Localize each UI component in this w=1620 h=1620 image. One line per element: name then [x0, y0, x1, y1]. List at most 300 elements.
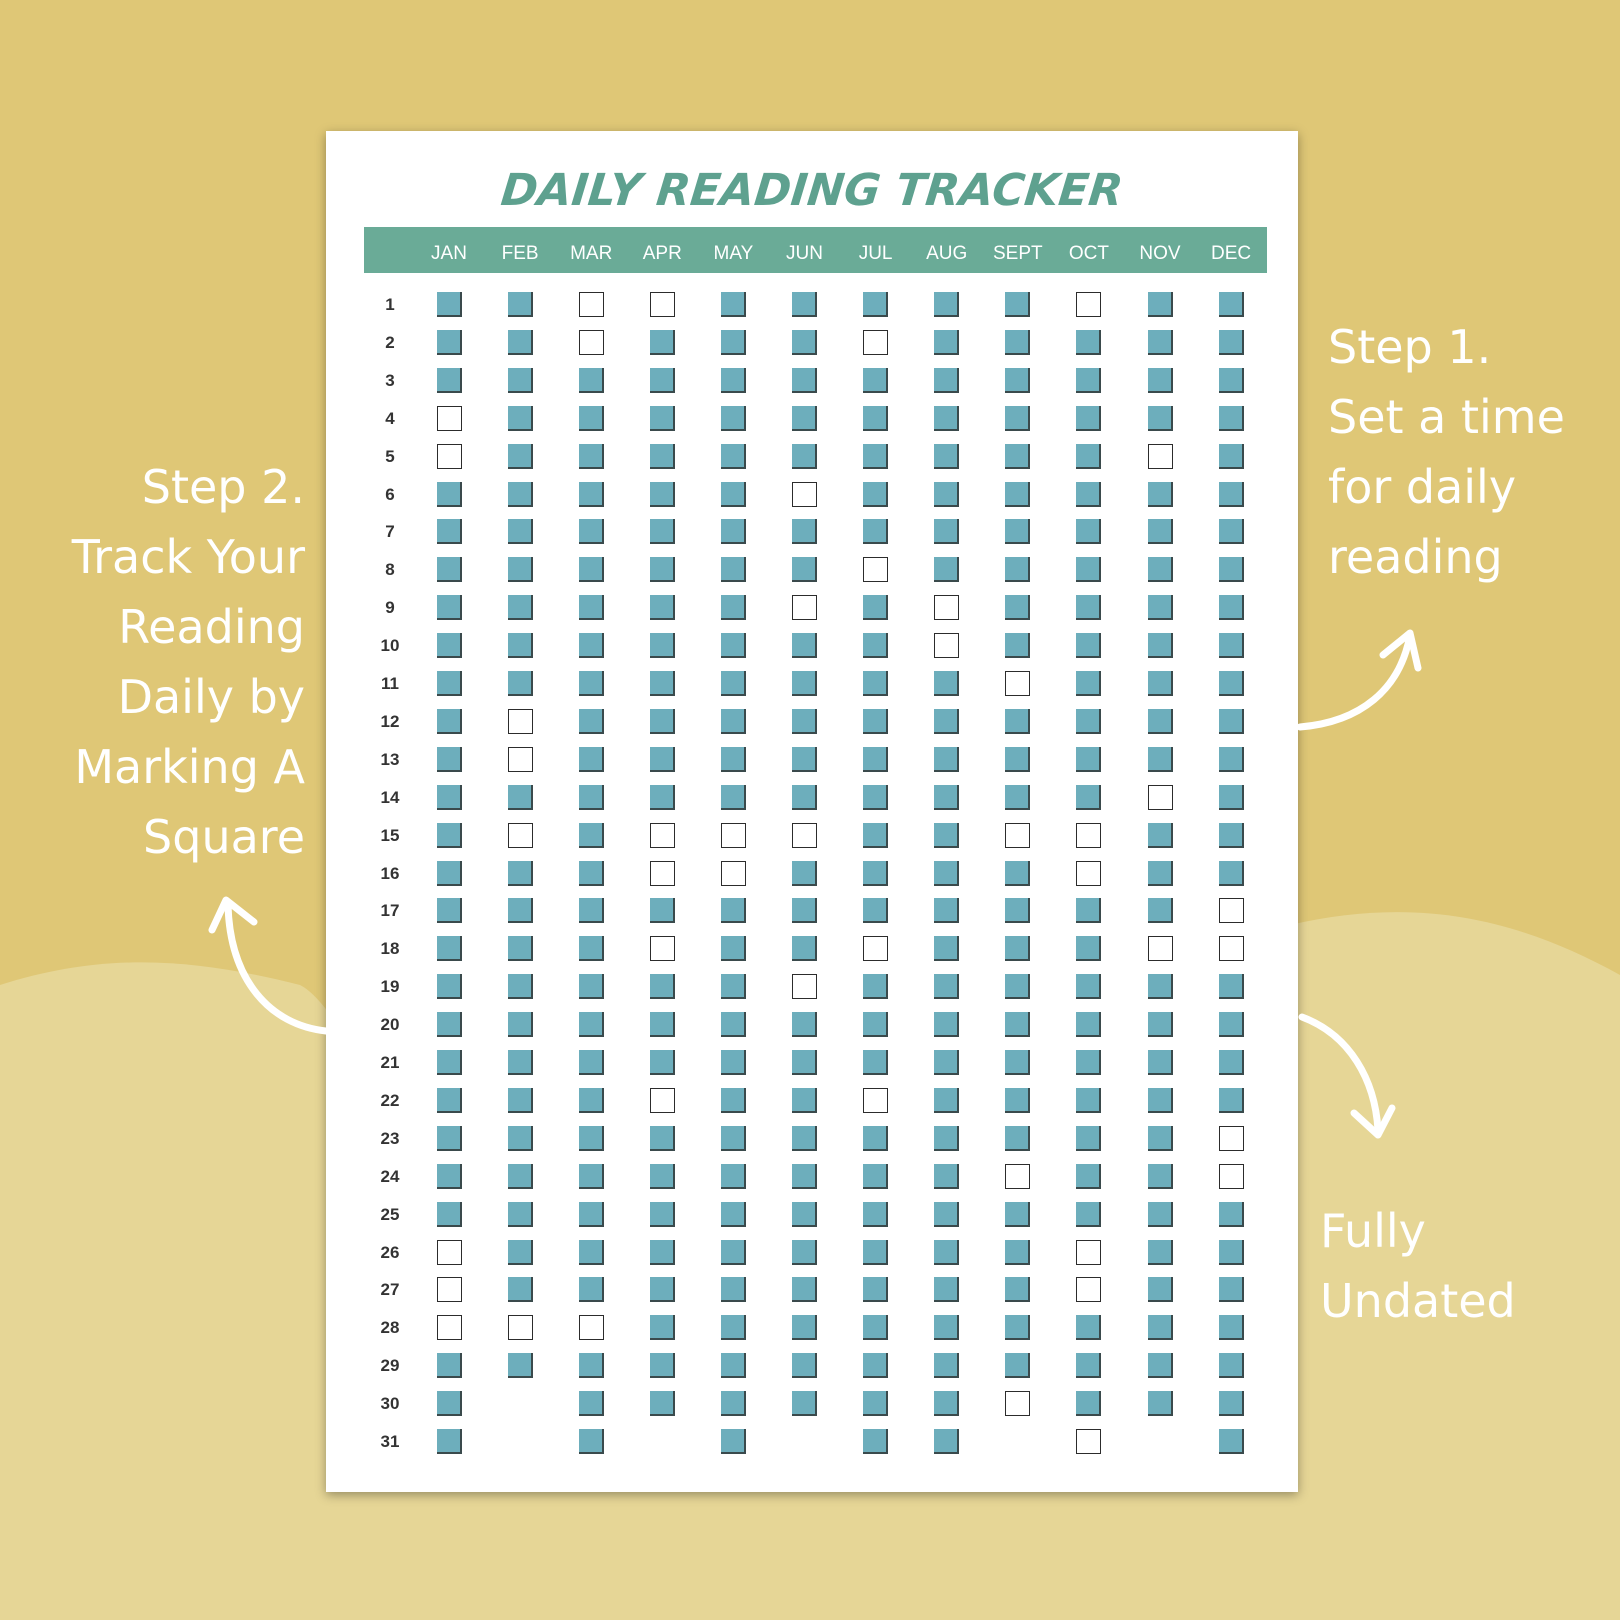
- marked-day-square[interactable]: [437, 1126, 462, 1151]
- marked-day-square[interactable]: [721, 406, 746, 431]
- unmarked-day-square[interactable]: [579, 330, 604, 355]
- marked-day-square[interactable]: [579, 519, 604, 544]
- marked-day-square[interactable]: [579, 633, 604, 658]
- marked-day-square[interactable]: [934, 1277, 959, 1302]
- unmarked-day-square[interactable]: [1219, 898, 1244, 923]
- marked-day-square[interactable]: [650, 1012, 675, 1037]
- marked-day-square[interactable]: [721, 1391, 746, 1416]
- marked-day-square[interactable]: [792, 1202, 817, 1227]
- marked-day-square[interactable]: [1219, 1240, 1244, 1265]
- marked-day-square[interactable]: [650, 1353, 675, 1378]
- marked-day-square[interactable]: [1148, 330, 1173, 355]
- marked-day-square[interactable]: [863, 1126, 888, 1151]
- marked-day-square[interactable]: [863, 633, 888, 658]
- marked-day-square[interactable]: [721, 1277, 746, 1302]
- marked-day-square[interactable]: [508, 1126, 533, 1151]
- marked-day-square[interactable]: [579, 1088, 604, 1113]
- marked-day-square[interactable]: [1076, 671, 1101, 696]
- unmarked-day-square[interactable]: [792, 482, 817, 507]
- marked-day-square[interactable]: [1076, 519, 1101, 544]
- marked-day-square[interactable]: [934, 519, 959, 544]
- marked-day-square[interactable]: [934, 1202, 959, 1227]
- marked-day-square[interactable]: [437, 974, 462, 999]
- marked-day-square[interactable]: [1076, 330, 1101, 355]
- marked-day-square[interactable]: [792, 1353, 817, 1378]
- marked-day-square[interactable]: [792, 747, 817, 772]
- marked-day-square[interactable]: [1219, 1353, 1244, 1378]
- marked-day-square[interactable]: [792, 557, 817, 582]
- unmarked-day-square[interactable]: [1076, 823, 1101, 848]
- marked-day-square[interactable]: [1219, 557, 1244, 582]
- marked-day-square[interactable]: [508, 861, 533, 886]
- marked-day-square[interactable]: [721, 936, 746, 961]
- marked-day-square[interactable]: [508, 330, 533, 355]
- marked-day-square[interactable]: [863, 368, 888, 393]
- marked-day-square[interactable]: [1076, 1088, 1101, 1113]
- marked-day-square[interactable]: [934, 444, 959, 469]
- marked-day-square[interactable]: [579, 1126, 604, 1151]
- marked-day-square[interactable]: [1005, 1050, 1030, 1075]
- marked-day-square[interactable]: [863, 709, 888, 734]
- marked-day-square[interactable]: [1076, 1164, 1101, 1189]
- marked-day-square[interactable]: [650, 330, 675, 355]
- unmarked-day-square[interactable]: [863, 936, 888, 961]
- marked-day-square[interactable]: [1005, 1088, 1030, 1113]
- marked-day-square[interactable]: [863, 1429, 888, 1454]
- marked-day-square[interactable]: [1076, 1202, 1101, 1227]
- marked-day-square[interactable]: [1076, 974, 1101, 999]
- marked-day-square[interactable]: [579, 1202, 604, 1227]
- unmarked-day-square[interactable]: [508, 747, 533, 772]
- marked-day-square[interactable]: [1219, 330, 1244, 355]
- marked-day-square[interactable]: [1076, 557, 1101, 582]
- marked-day-square[interactable]: [508, 1164, 533, 1189]
- marked-day-square[interactable]: [1005, 519, 1030, 544]
- marked-day-square[interactable]: [863, 482, 888, 507]
- unmarked-day-square[interactable]: [863, 557, 888, 582]
- marked-day-square[interactable]: [934, 557, 959, 582]
- marked-day-square[interactable]: [508, 936, 533, 961]
- marked-day-square[interactable]: [934, 747, 959, 772]
- unmarked-day-square[interactable]: [1076, 1429, 1101, 1454]
- unmarked-day-square[interactable]: [934, 633, 959, 658]
- marked-day-square[interactable]: [863, 671, 888, 696]
- marked-day-square[interactable]: [650, 974, 675, 999]
- marked-day-square[interactable]: [1219, 1050, 1244, 1075]
- marked-day-square[interactable]: [1076, 1012, 1101, 1037]
- marked-day-square[interactable]: [437, 747, 462, 772]
- unmarked-day-square[interactable]: [1148, 444, 1173, 469]
- marked-day-square[interactable]: [1219, 1202, 1244, 1227]
- unmarked-day-square[interactable]: [1219, 1126, 1244, 1151]
- marked-day-square[interactable]: [1219, 974, 1244, 999]
- marked-day-square[interactable]: [1005, 444, 1030, 469]
- marked-day-square[interactable]: [934, 1429, 959, 1454]
- marked-day-square[interactable]: [437, 482, 462, 507]
- marked-day-square[interactable]: [579, 861, 604, 886]
- marked-day-square[interactable]: [508, 1088, 533, 1113]
- marked-day-square[interactable]: [1005, 557, 1030, 582]
- marked-day-square[interactable]: [579, 936, 604, 961]
- marked-day-square[interactable]: [721, 1012, 746, 1037]
- marked-day-square[interactable]: [1005, 1353, 1030, 1378]
- marked-day-square[interactable]: [579, 557, 604, 582]
- marked-day-square[interactable]: [792, 1315, 817, 1340]
- marked-day-square[interactable]: [508, 974, 533, 999]
- marked-day-square[interactable]: [1076, 482, 1101, 507]
- marked-day-square[interactable]: [579, 898, 604, 923]
- marked-day-square[interactable]: [1005, 368, 1030, 393]
- marked-day-square[interactable]: [792, 709, 817, 734]
- marked-day-square[interactable]: [934, 898, 959, 923]
- marked-day-square[interactable]: [508, 671, 533, 696]
- unmarked-day-square[interactable]: [1219, 1164, 1244, 1189]
- unmarked-day-square[interactable]: [1076, 292, 1101, 317]
- marked-day-square[interactable]: [508, 368, 533, 393]
- marked-day-square[interactable]: [1148, 1012, 1173, 1037]
- marked-day-square[interactable]: [1148, 482, 1173, 507]
- marked-day-square[interactable]: [1076, 898, 1101, 923]
- unmarked-day-square[interactable]: [579, 1315, 604, 1340]
- marked-day-square[interactable]: [792, 1164, 817, 1189]
- marked-day-square[interactable]: [1076, 1126, 1101, 1151]
- unmarked-day-square[interactable]: [437, 406, 462, 431]
- marked-day-square[interactable]: [1148, 292, 1173, 317]
- marked-day-square[interactable]: [1148, 1126, 1173, 1151]
- marked-day-square[interactable]: [508, 406, 533, 431]
- marked-day-square[interactable]: [650, 1240, 675, 1265]
- marked-day-square[interactable]: [1076, 1353, 1101, 1378]
- unmarked-day-square[interactable]: [1219, 936, 1244, 961]
- marked-day-square[interactable]: [650, 709, 675, 734]
- marked-day-square[interactable]: [437, 1164, 462, 1189]
- marked-day-square[interactable]: [934, 785, 959, 810]
- marked-day-square[interactable]: [437, 1088, 462, 1113]
- marked-day-square[interactable]: [792, 1240, 817, 1265]
- marked-day-square[interactable]: [1219, 482, 1244, 507]
- marked-day-square[interactable]: [650, 747, 675, 772]
- marked-day-square[interactable]: [1005, 747, 1030, 772]
- marked-day-square[interactable]: [1148, 671, 1173, 696]
- marked-day-square[interactable]: [508, 1277, 533, 1302]
- marked-day-square[interactable]: [792, 861, 817, 886]
- marked-day-square[interactable]: [1148, 1164, 1173, 1189]
- marked-day-square[interactable]: [650, 1202, 675, 1227]
- marked-day-square[interactable]: [650, 406, 675, 431]
- marked-day-square[interactable]: [1219, 368, 1244, 393]
- marked-day-square[interactable]: [792, 1277, 817, 1302]
- unmarked-day-square[interactable]: [1076, 1277, 1101, 1302]
- marked-day-square[interactable]: [934, 709, 959, 734]
- unmarked-day-square[interactable]: [650, 861, 675, 886]
- marked-day-square[interactable]: [863, 1277, 888, 1302]
- marked-day-square[interactable]: [1005, 1126, 1030, 1151]
- marked-day-square[interactable]: [721, 898, 746, 923]
- marked-day-square[interactable]: [1148, 519, 1173, 544]
- marked-day-square[interactable]: [508, 444, 533, 469]
- marked-day-square[interactable]: [792, 936, 817, 961]
- marked-day-square[interactable]: [1005, 482, 1030, 507]
- unmarked-day-square[interactable]: [1005, 1164, 1030, 1189]
- marked-day-square[interactable]: [1005, 898, 1030, 923]
- marked-day-square[interactable]: [1076, 1391, 1101, 1416]
- marked-day-square[interactable]: [1219, 519, 1244, 544]
- marked-day-square[interactable]: [1148, 974, 1173, 999]
- marked-day-square[interactable]: [579, 368, 604, 393]
- marked-day-square[interactable]: [721, 1353, 746, 1378]
- marked-day-square[interactable]: [721, 1240, 746, 1265]
- unmarked-day-square[interactable]: [1148, 785, 1173, 810]
- marked-day-square[interactable]: [863, 823, 888, 848]
- marked-day-square[interactable]: [508, 785, 533, 810]
- marked-day-square[interactable]: [1219, 785, 1244, 810]
- marked-day-square[interactable]: [1005, 595, 1030, 620]
- marked-day-square[interactable]: [721, 747, 746, 772]
- marked-day-square[interactable]: [579, 709, 604, 734]
- marked-day-square[interactable]: [863, 595, 888, 620]
- unmarked-day-square[interactable]: [934, 595, 959, 620]
- marked-day-square[interactable]: [1148, 747, 1173, 772]
- marked-day-square[interactable]: [1219, 1315, 1244, 1340]
- marked-day-square[interactable]: [934, 482, 959, 507]
- marked-day-square[interactable]: [437, 330, 462, 355]
- marked-day-square[interactable]: [508, 1012, 533, 1037]
- marked-day-square[interactable]: [721, 444, 746, 469]
- marked-day-square[interactable]: [863, 1240, 888, 1265]
- unmarked-day-square[interactable]: [1005, 671, 1030, 696]
- marked-day-square[interactable]: [437, 292, 462, 317]
- marked-day-square[interactable]: [1076, 595, 1101, 620]
- unmarked-day-square[interactable]: [1076, 1240, 1101, 1265]
- marked-day-square[interactable]: [1076, 1050, 1101, 1075]
- marked-day-square[interactable]: [934, 1391, 959, 1416]
- marked-day-square[interactable]: [508, 557, 533, 582]
- marked-day-square[interactable]: [934, 1315, 959, 1340]
- marked-day-square[interactable]: [1076, 444, 1101, 469]
- marked-day-square[interactable]: [721, 1050, 746, 1075]
- unmarked-day-square[interactable]: [579, 292, 604, 317]
- marked-day-square[interactable]: [650, 898, 675, 923]
- marked-day-square[interactable]: [650, 633, 675, 658]
- marked-day-square[interactable]: [1219, 1088, 1244, 1113]
- marked-day-square[interactable]: [721, 482, 746, 507]
- marked-day-square[interactable]: [863, 1012, 888, 1037]
- marked-day-square[interactable]: [721, 1202, 746, 1227]
- marked-day-square[interactable]: [1148, 1202, 1173, 1227]
- unmarked-day-square[interactable]: [792, 823, 817, 848]
- marked-day-square[interactable]: [721, 1088, 746, 1113]
- marked-day-square[interactable]: [579, 1391, 604, 1416]
- marked-day-square[interactable]: [1219, 823, 1244, 848]
- marked-day-square[interactable]: [863, 1353, 888, 1378]
- marked-day-square[interactable]: [863, 1202, 888, 1227]
- marked-day-square[interactable]: [508, 519, 533, 544]
- marked-day-square[interactable]: [863, 898, 888, 923]
- marked-day-square[interactable]: [1005, 292, 1030, 317]
- marked-day-square[interactable]: [721, 1126, 746, 1151]
- marked-day-square[interactable]: [792, 444, 817, 469]
- unmarked-day-square[interactable]: [721, 823, 746, 848]
- marked-day-square[interactable]: [792, 368, 817, 393]
- marked-day-square[interactable]: [650, 557, 675, 582]
- unmarked-day-square[interactable]: [437, 1315, 462, 1340]
- unmarked-day-square[interactable]: [508, 823, 533, 848]
- marked-day-square[interactable]: [650, 519, 675, 544]
- marked-day-square[interactable]: [508, 1353, 533, 1378]
- marked-day-square[interactable]: [721, 1164, 746, 1189]
- marked-day-square[interactable]: [1005, 709, 1030, 734]
- marked-day-square[interactable]: [437, 785, 462, 810]
- marked-day-square[interactable]: [1076, 936, 1101, 961]
- marked-day-square[interactable]: [579, 406, 604, 431]
- marked-day-square[interactable]: [934, 1164, 959, 1189]
- marked-day-square[interactable]: [863, 747, 888, 772]
- unmarked-day-square[interactable]: [437, 444, 462, 469]
- marked-day-square[interactable]: [721, 785, 746, 810]
- marked-day-square[interactable]: [1219, 1391, 1244, 1416]
- marked-day-square[interactable]: [721, 519, 746, 544]
- marked-day-square[interactable]: [721, 633, 746, 658]
- marked-day-square[interactable]: [1005, 406, 1030, 431]
- marked-day-square[interactable]: [579, 785, 604, 810]
- marked-day-square[interactable]: [508, 633, 533, 658]
- marked-day-square[interactable]: [1148, 861, 1173, 886]
- marked-day-square[interactable]: [792, 519, 817, 544]
- marked-day-square[interactable]: [508, 1240, 533, 1265]
- marked-day-square[interactable]: [437, 1391, 462, 1416]
- marked-day-square[interactable]: [1148, 1050, 1173, 1075]
- marked-day-square[interactable]: [863, 406, 888, 431]
- marked-day-square[interactable]: [1148, 595, 1173, 620]
- marked-day-square[interactable]: [1148, 898, 1173, 923]
- marked-day-square[interactable]: [1148, 368, 1173, 393]
- marked-day-square[interactable]: [792, 633, 817, 658]
- unmarked-day-square[interactable]: [650, 1088, 675, 1113]
- unmarked-day-square[interactable]: [1076, 861, 1101, 886]
- marked-day-square[interactable]: [579, 1012, 604, 1037]
- marked-day-square[interactable]: [792, 1012, 817, 1037]
- marked-day-square[interactable]: [437, 671, 462, 696]
- marked-day-square[interactable]: [508, 1050, 533, 1075]
- marked-day-square[interactable]: [934, 1126, 959, 1151]
- marked-day-square[interactable]: [1005, 330, 1030, 355]
- marked-day-square[interactable]: [437, 709, 462, 734]
- marked-day-square[interactable]: [792, 330, 817, 355]
- marked-day-square[interactable]: [863, 519, 888, 544]
- marked-day-square[interactable]: [792, 898, 817, 923]
- marked-day-square[interactable]: [1076, 747, 1101, 772]
- marked-day-square[interactable]: [863, 444, 888, 469]
- marked-day-square[interactable]: [650, 785, 675, 810]
- unmarked-day-square[interactable]: [650, 936, 675, 961]
- marked-day-square[interactable]: [437, 519, 462, 544]
- marked-day-square[interactable]: [437, 557, 462, 582]
- marked-day-square[interactable]: [1005, 974, 1030, 999]
- marked-day-square[interactable]: [650, 1315, 675, 1340]
- unmarked-day-square[interactable]: [721, 861, 746, 886]
- marked-day-square[interactable]: [1005, 861, 1030, 886]
- marked-day-square[interactable]: [508, 292, 533, 317]
- marked-day-square[interactable]: [1148, 1088, 1173, 1113]
- marked-day-square[interactable]: [1219, 747, 1244, 772]
- marked-day-square[interactable]: [650, 595, 675, 620]
- marked-day-square[interactable]: [437, 1050, 462, 1075]
- marked-day-square[interactable]: [579, 823, 604, 848]
- marked-day-square[interactable]: [1219, 406, 1244, 431]
- marked-day-square[interactable]: [437, 595, 462, 620]
- unmarked-day-square[interactable]: [1005, 823, 1030, 848]
- marked-day-square[interactable]: [863, 861, 888, 886]
- marked-day-square[interactable]: [508, 482, 533, 507]
- marked-day-square[interactable]: [437, 633, 462, 658]
- marked-day-square[interactable]: [437, 936, 462, 961]
- marked-day-square[interactable]: [721, 557, 746, 582]
- marked-day-square[interactable]: [863, 1315, 888, 1340]
- marked-day-square[interactable]: [863, 1164, 888, 1189]
- marked-day-square[interactable]: [792, 1088, 817, 1113]
- marked-day-square[interactable]: [508, 898, 533, 923]
- marked-day-square[interactable]: [437, 898, 462, 923]
- marked-day-square[interactable]: [1219, 633, 1244, 658]
- marked-day-square[interactable]: [1148, 1240, 1173, 1265]
- marked-day-square[interactable]: [1219, 595, 1244, 620]
- marked-day-square[interactable]: [1076, 1315, 1101, 1340]
- marked-day-square[interactable]: [863, 974, 888, 999]
- marked-day-square[interactable]: [934, 936, 959, 961]
- marked-day-square[interactable]: [1148, 557, 1173, 582]
- unmarked-day-square[interactable]: [863, 1088, 888, 1113]
- marked-day-square[interactable]: [792, 671, 817, 696]
- marked-day-square[interactable]: [1076, 785, 1101, 810]
- marked-day-square[interactable]: [1148, 633, 1173, 658]
- marked-day-square[interactable]: [792, 406, 817, 431]
- marked-day-square[interactable]: [1219, 709, 1244, 734]
- marked-day-square[interactable]: [1005, 1315, 1030, 1340]
- marked-day-square[interactable]: [579, 444, 604, 469]
- marked-day-square[interactable]: [579, 1429, 604, 1454]
- marked-day-square[interactable]: [1005, 1277, 1030, 1302]
- marked-day-square[interactable]: [863, 1391, 888, 1416]
- marked-day-square[interactable]: [1076, 368, 1101, 393]
- marked-day-square[interactable]: [934, 1088, 959, 1113]
- marked-day-square[interactable]: [1005, 1012, 1030, 1037]
- marked-day-square[interactable]: [579, 1164, 604, 1189]
- unmarked-day-square[interactable]: [437, 1277, 462, 1302]
- marked-day-square[interactable]: [792, 1050, 817, 1075]
- marked-day-square[interactable]: [934, 823, 959, 848]
- marked-day-square[interactable]: [650, 368, 675, 393]
- marked-day-square[interactable]: [579, 1240, 604, 1265]
- marked-day-square[interactable]: [579, 671, 604, 696]
- marked-day-square[interactable]: [934, 1050, 959, 1075]
- marked-day-square[interactable]: [1076, 633, 1101, 658]
- marked-day-square[interactable]: [650, 1050, 675, 1075]
- marked-day-square[interactable]: [721, 595, 746, 620]
- marked-day-square[interactable]: [792, 785, 817, 810]
- marked-day-square[interactable]: [934, 406, 959, 431]
- marked-day-square[interactable]: [1148, 823, 1173, 848]
- unmarked-day-square[interactable]: [792, 595, 817, 620]
- marked-day-square[interactable]: [1148, 1315, 1173, 1340]
- unmarked-day-square[interactable]: [1005, 1391, 1030, 1416]
- unmarked-day-square[interactable]: [650, 292, 675, 317]
- marked-day-square[interactable]: [650, 444, 675, 469]
- marked-day-square[interactable]: [579, 595, 604, 620]
- marked-day-square[interactable]: [1219, 292, 1244, 317]
- marked-day-square[interactable]: [508, 595, 533, 620]
- marked-day-square[interactable]: [437, 1202, 462, 1227]
- marked-day-square[interactable]: [1219, 1277, 1244, 1302]
